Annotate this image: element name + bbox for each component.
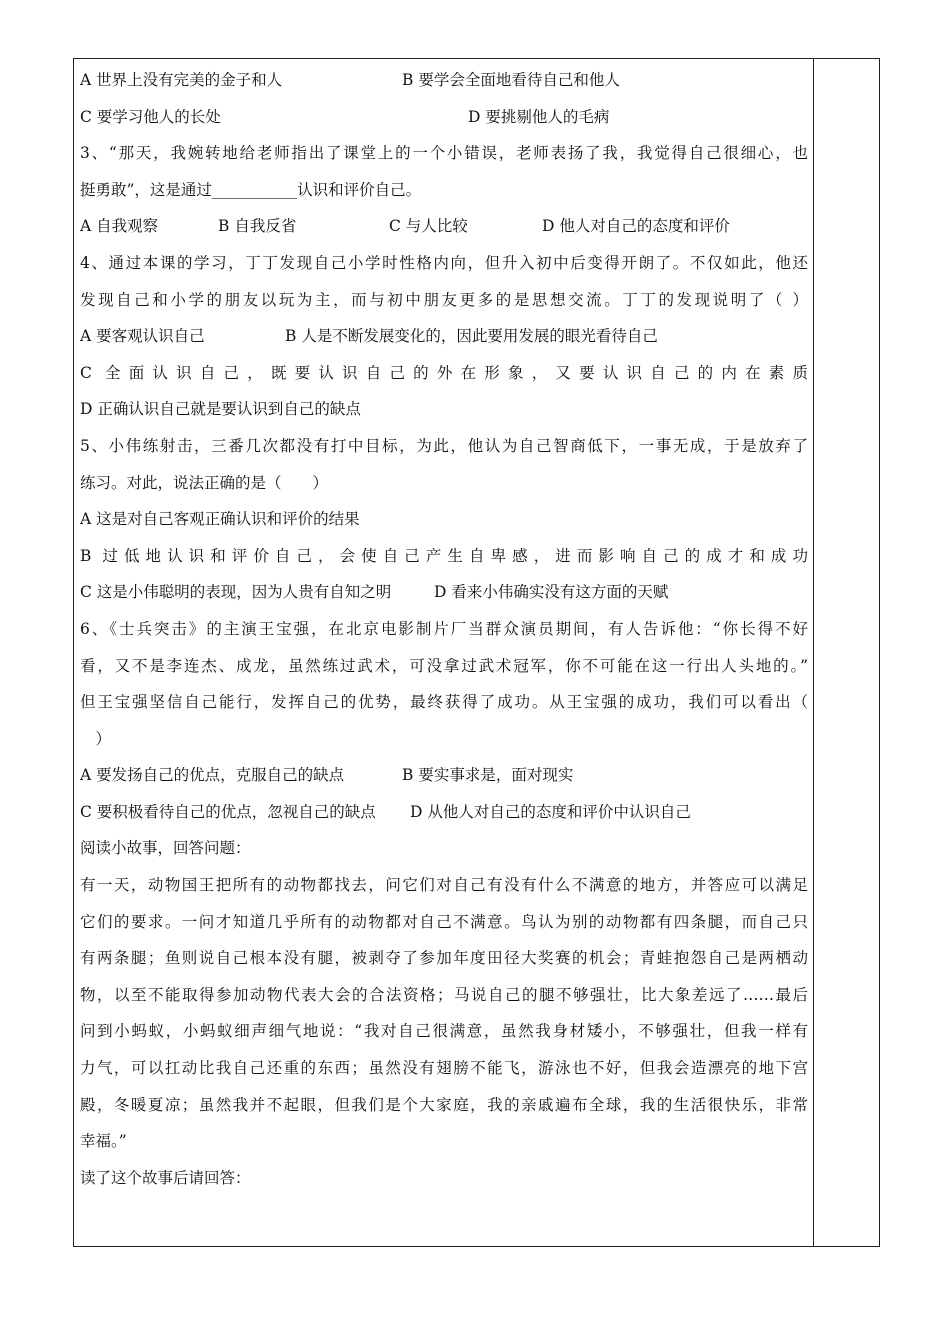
text-line: ） — [80, 729, 112, 748]
answer-option: C 要积极看待自己的优点，忽视自己的缺点 — [80, 802, 376, 821]
answer-option: C 与人比较 — [389, 217, 468, 236]
text-line: 力气，可以扛动比我自己还重的东西；虽然没有翅膀不能飞，游泳也不好，但我会造漂亮的地下宫 — [80, 1059, 808, 1078]
text-line: 5、小伟练射击，三番几次都没有打中目标，为此，他认为自己智商低下，一事无成，于是放弃了 — [80, 436, 808, 455]
answer-option: C 要学习他人的长处 — [80, 107, 221, 126]
option-row — [80, 62, 808, 99]
text-line: 殿，冬暖夏凉；虽然我并不起眼，但我们是个大家庭，我的亲戚遍布全球，我的生活很快乐，非常 — [80, 1095, 808, 1114]
text-line: 但王宝强坚信自己能行，发挥自己的优势，最终获得了成功。从王宝强的成功，我们可以看出（ — [80, 693, 808, 712]
answer-option: B 要学会全面地看待自己和他人 — [402, 71, 620, 89]
text-line: 看，又不是李连杰、成龙，虽然练过武术，可没拿过武术冠军，你不可能在这一行出人头地的。” — [80, 656, 808, 675]
option-row — [80, 99, 808, 136]
text-line: 6、《士兵突击》的主演王宝强，在北京电影制片厂当群众演员期间，有人告诉他：“你长得不好 — [80, 619, 808, 638]
text-line: D 正确认识自己就是要认识到自己的缺点 — [80, 400, 361, 419]
option-row — [80, 757, 808, 794]
text-line: 阅读小故事，回答问题： — [80, 839, 251, 858]
text-line: 它们的要求。一问才知道几乎所有的动物都对自己不满意。鸟认为别的动物都有四条腿，而自己只 — [80, 912, 808, 931]
text-line: 发现自己和小学的朋友以玩为主，而与初中朋友更多的是思想交流。丁丁的发现说明了（ ） — [80, 290, 808, 309]
question-content — [80, 62, 808, 1196]
text-line: 问到小蚂蚁，小蚂蚁细声细气地说：“我对自己很满意，虽然我身材矮小，不够强壮，但我一样有 — [80, 1022, 808, 1041]
text-line: 读了这个故事后请回答： — [80, 1168, 251, 1187]
text-line: 4、通过本课的学习，丁丁发现自己小学时性格内向，但升入初中后变得开朗了。不仅如此，他还 — [80, 253, 808, 272]
answer-option: D 看来小伟确实没有这方面的天赋 — [434, 583, 669, 602]
column-divider — [813, 58, 814, 1247]
option-row — [80, 794, 808, 831]
answer-option: A 自我观察 — [80, 217, 159, 236]
answer-option: B 要实事求是，面对现实 — [402, 766, 574, 785]
answer-option: D 他人对自己的态度和评价 — [542, 217, 730, 236]
option-row — [80, 208, 808, 245]
text-line: 物，以至不能取得参加动物代表大会的合法资格；马说自己的腿不够强壮，比大象差远了……最后 — [80, 985, 808, 1004]
answer-option: B 自我反省 — [218, 217, 297, 236]
answer-option: B 人是不断发展变化的，因此要用发展的眼光看待自己 — [285, 327, 658, 346]
answer-option: A 要客观认识自己 — [80, 327, 205, 346]
answer-option: D 从他人对自己的态度和评价中认识自己 — [410, 802, 691, 821]
answer-option: C 这是小伟聪明的表现，因为人贵有自知之明 — [80, 583, 392, 602]
text-line: 练习。对此，说法正确的是（ ） — [80, 473, 329, 492]
text-line: C 全面认识自己，既要认识自己的外在形象，又要认识自己的内在素质 — [80, 363, 808, 382]
text-line: 挺勇敢”，这是通过___________认识和评价自己。 — [80, 180, 422, 199]
text-line: 有一天，动物国王把所有的动物都找去，问它们对自己有没有什么不满意的地方，并答应可以满足 — [80, 876, 808, 895]
text-line: A 这是对自己客观正确认识和评价的结果 — [80, 510, 360, 529]
answer-option: A 世界上没有完美的金子和人 — [80, 71, 283, 89]
answer-option: A 要发扬自己的优点，克服自己的缺点 — [80, 766, 345, 785]
option-row — [80, 574, 808, 611]
text-line: 有两条腿；鱼则说自己根本没有腿，被剥夺了参加年度田径大奖赛的机会；青蛙抱怨自己是两栖动 — [80, 949, 808, 968]
answer-option: D 要挑剔他人的毛病 — [468, 107, 610, 126]
text-line: 3、“那天，我婉转地给老师指出了课堂上的一个小错误，老师表扬了我，我觉得自己很细心，也 — [80, 144, 808, 163]
option-row — [80, 318, 808, 355]
text-line: B 过低地认识和评价自己，会使自己产生自卑感，进而影响自己的成才和成功 — [80, 546, 808, 565]
text-line: 幸福。” — [80, 1132, 127, 1151]
